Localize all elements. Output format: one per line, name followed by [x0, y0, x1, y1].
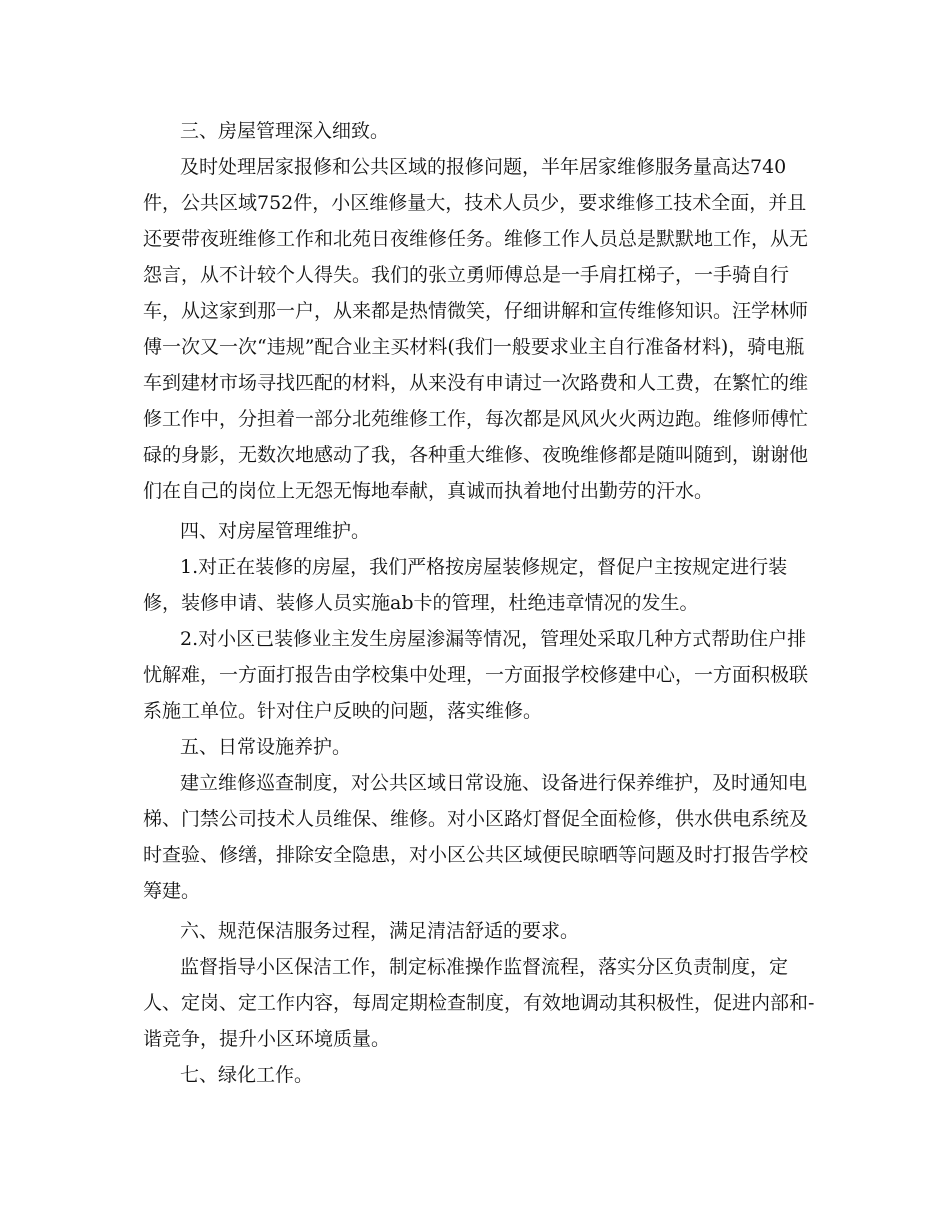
paragraph-line: 碌的身影，无数次地感动了我，各种重大维修、夜晚维修都是随叫随到，谢谢他 — [143, 444, 809, 466]
paragraph-line: 件，公共区域752件，小区维修量大，技术人员少，要求维修工技术全面，并且 — [143, 192, 807, 214]
paragraph-line: 修，装修申请、装修人员实施ab卡的管理，杜绝违章情况的发生。 — [143, 592, 699, 614]
list-item-2: 2.对小区已装修业主发生房屋渗漏等情况，管理处采取几种方式帮助住户排 — [180, 628, 807, 650]
paragraph-line: 还要带夜班维修工作和北苑日夜维修任务。维修工作人员总是默默地工作，从无 — [143, 228, 809, 250]
section-heading-7: 七、绿化工作。 — [180, 1064, 314, 1086]
paragraph-line: 忧解难，一方面打报告由学校集中处理，一方面报学校修建中心，一方面积极联 — [143, 664, 809, 686]
paragraph-line: 系施工单位。针对住户反映的问题，落实维修。 — [143, 700, 543, 722]
paragraph-line: 们在自己的岗位上无怨无悔地奉献，真诚而执着地付出勤劳的汗水。 — [143, 480, 714, 502]
paragraph-line: 谐竞争，提升小区环境质量。 — [143, 1028, 391, 1050]
paragraph-line: 监督指导小区保洁工作，制定标准操作监督流程，落实分区负责制度，定 — [180, 956, 789, 978]
paragraph-line: 傅一次又一次“违规”配合业主买材料(我们一般要求业主自行准备材料)，骑电瓶 — [143, 336, 805, 358]
paragraph-line: 修工作中，分担着一部分北苑维修工作，每次都是风风火火两边跑。维修师傅忙 — [143, 408, 809, 430]
section-heading-4: 四、对房屋管理维护。 — [180, 520, 371, 542]
paragraph-line: 筹建。 — [143, 880, 201, 902]
section-heading-6: 六、规范保洁服务过程，满足清洁舒适的要求。 — [180, 920, 580, 942]
list-item-1: 1.对正在装修的房屋，我们严格按房屋装修规定，督促户主按规定进行装 — [180, 556, 788, 578]
paragraph-line: 时查验、修缮，排除安全隐患，对小区公共区域便民晾晒等问题及时打报告学校 — [143, 844, 809, 866]
section-heading-3: 三、房屋管理深入细致。 — [180, 120, 390, 142]
paragraph-line: 建立维修巡查制度，对公共区域日常设施、设备进行保养维护，及时通知电 — [180, 772, 808, 794]
paragraph-line: 人、定岗、定工作内容，每周定期检查制度，有效地调动其积极性，促进内部和- — [143, 992, 815, 1014]
paragraph-line: 车，从这家到那一户，从来都是热情微笑，仔细讲解和宣传维修知识。汪学林师 — [143, 300, 809, 322]
paragraph-line: 梯、门禁公司技术人员维保、维修。对小区路灯督促全面检修，供水供电系统及 — [143, 808, 809, 830]
paragraph-line: 车到建材市场寻找匹配的材料，从来没有申请过一次路费和人工费，在繁忙的维 — [143, 372, 809, 394]
section-heading-5: 五、日常设施养护。 — [180, 736, 352, 758]
paragraph-line: 怨言，从不计较个人得失。我们的张立勇师傅总是一手肩扛梯子，一手骑自行 — [143, 264, 790, 286]
paragraph-line: 及时处理居家报修和公共区域的报修问题，半年居家维修服务量高达740 — [180, 156, 787, 178]
